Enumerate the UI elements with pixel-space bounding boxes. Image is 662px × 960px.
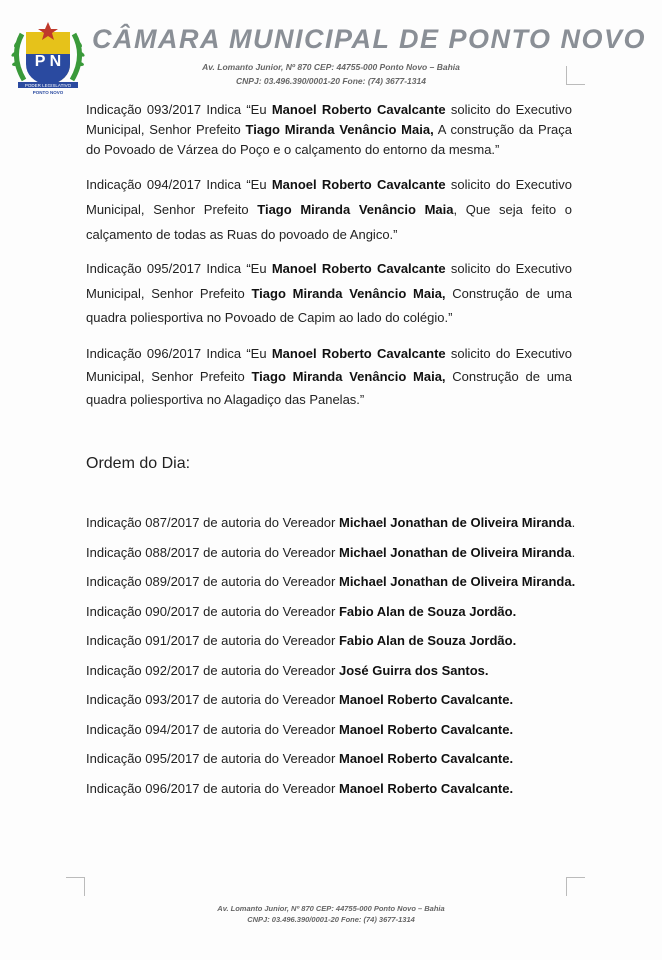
indication-paragraph: Indicação 096/2017 Indica “Eu Manoel Roberto Cavalcante solicito do Executivo Municipal, Senhor Prefeito Tiago Miranda Venâncio Maia, Construção de uma quadra poliesportiva no Alagadiço das Panelas.” bbox=[86, 345, 572, 407]
crop-mark bbox=[566, 66, 585, 85]
footer-address: Av. Lomanto Junior, Nº 870 CEP: 44755-000 Ponto Novo – Bahia bbox=[217, 904, 445, 913]
list-item: Indicação 087/2017 de autoria do Vereador Michael Jonathan de Oliveira Miranda. bbox=[86, 515, 576, 530]
indication-paragraph: Indicação 094/2017 Indica “Eu Manoel Roberto Cavalcante solicito do Executivo Municipal, Senhor Prefeito Tiago Miranda Venâncio Maia, Que seja feito o calçamento de todas as Ruas do povoado de Angico.” bbox=[86, 177, 572, 242]
crop-mark bbox=[66, 877, 85, 896]
list-item: Indicação 094/2017 de autoria do Vereador Manoel Roberto Cavalcante. bbox=[86, 721, 514, 737]
logo-banner-text: PODER LEGISLATIVO bbox=[24, 83, 72, 88]
indication-paragraph: Indicação 095/2017 Indica “Eu Manoel Roberto Cavalcante solicito do Executivo Municipal, Senhor Prefeito Tiago Miranda Venâncio Maia, Construção de uma quadra poliesportiva no Povoado de Capim ao lado do colégio.” bbox=[86, 261, 572, 325]
header-contact: CNPJ: 03.496.390/0001-20 Fone: (74) 3677-1314 bbox=[236, 76, 426, 86]
list-item: Indicação 095/2017 de autoria do Vereador Manoel Roberto Cavalcante. bbox=[86, 751, 514, 766]
list-item: Indicação 088/2017 de autoria do Vereador Michael Jonathan de Oliveira Miranda. bbox=[86, 544, 576, 560]
header-address: Av. Lomanto Junior, Nº 870 CEP: 44755-000 Ponto Novo – Bahia bbox=[202, 62, 460, 72]
indication-paragraph: Indicação 093/2017 Indica “Eu Manoel Roberto Cavalcante solicito do Executivo Municipal, Senhor Prefeito Tiago Miranda Venâncio Maia, A construção da Praça do Povoado de Várzea do Poço e o calçamento do entorno da mesma.” bbox=[86, 102, 572, 157]
ordem-do-dia-heading: Ordem do Dia: bbox=[86, 455, 191, 472]
list-item: Indicação 092/2017 de autoria do Vereador José Guirra dos Santos. bbox=[86, 662, 489, 678]
footer-contact: CNPJ: 03.496.390/0001-20 Fone: (74) 3677-1314 bbox=[247, 915, 415, 924]
list-item: Indicação 090/2017 de autoria do Vereador Fabio Alan de Souza Jordão. bbox=[86, 603, 517, 619]
chamber-title: CÂMARA MUNICIPAL DE PONTO NOVO bbox=[92, 24, 647, 54]
list-item: Indicação 089/2017 de autoria do Vereador Michael Jonathan de Oliveira Miranda. bbox=[86, 574, 576, 589]
crop-mark bbox=[566, 877, 585, 896]
logo-letters: P N bbox=[34, 53, 62, 70]
ordem-list bbox=[86, 515, 626, 810]
indications-section bbox=[86, 100, 572, 411]
list-item: Indicação 093/2017 de autoria do Vereador Manoel Roberto Cavalcante. bbox=[86, 692, 514, 707]
list-item: Indicação 096/2017 de autoria do Vereador Manoel Roberto Cavalcante. bbox=[86, 780, 514, 796]
list-item: Indicação 091/2017 de autoria do Vereador Fabio Alan de Souza Jordão. bbox=[86, 633, 517, 648]
logo-bottom-text: PONTO NOVO bbox=[32, 90, 64, 95]
letterhead bbox=[0, 0, 662, 100]
